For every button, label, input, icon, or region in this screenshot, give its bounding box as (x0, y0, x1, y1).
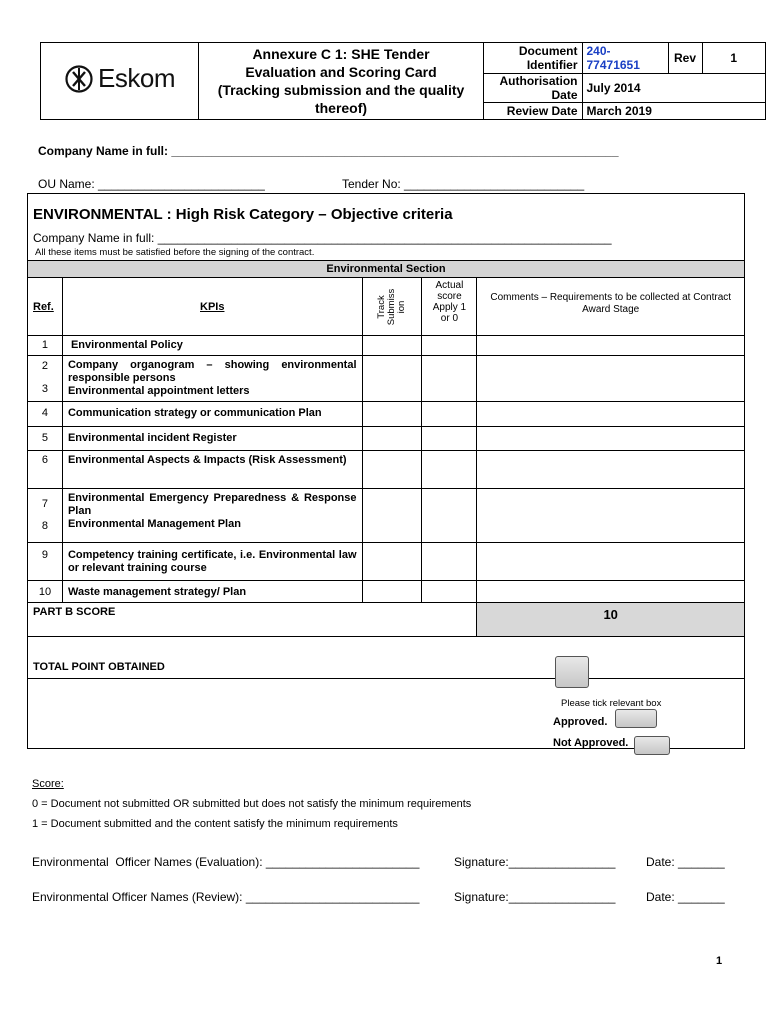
logo-text: Eskom (98, 63, 175, 94)
score-cell[interactable] (422, 581, 477, 603)
col-ref-header: Ref. (28, 278, 63, 336)
approved-checkbox[interactable] (615, 709, 657, 728)
doc-id-value: 240- 77471651 (582, 43, 668, 73)
document-header (40, 42, 766, 120)
score-cell[interactable] (422, 489, 477, 543)
table-row (28, 581, 745, 603)
company-name-line: Company Name in full: ___________________________________________________________________ (38, 144, 619, 158)
document-meta (484, 43, 766, 120)
row-ref: 7 8 (28, 489, 63, 543)
score-cell[interactable] (422, 451, 477, 489)
part-b-score-row (28, 603, 745, 637)
table-row (28, 336, 745, 356)
comment-cell[interactable] (477, 336, 745, 356)
review-signature-line: Signature:________________ (454, 890, 616, 904)
row-ref: 10 (28, 581, 63, 603)
title-line: (Tracking submission and the quality (217, 82, 465, 98)
review-officer-line: Environmental Officer Names (Review): __________________________ (32, 890, 420, 904)
score-cell[interactable] (422, 543, 477, 581)
row-kpi: Environmental Emergency Preparedness & Response Plan Environmental Management Plan (62, 489, 362, 543)
eskom-logo-icon (64, 64, 94, 94)
row-ref: 5 (28, 427, 63, 451)
col-track-header: Track Submiss ion (362, 278, 422, 336)
part-b-value: 10 (477, 603, 745, 637)
review-date-line: Date: _______ (646, 890, 725, 904)
track-cell[interactable] (362, 402, 422, 427)
part-b-label: PART B SCORE (28, 603, 477, 637)
score-one-line: 1 = Document submitted and the content satisfy the minimum requirements (32, 818, 398, 830)
comment-cell[interactable] (477, 543, 745, 581)
env-company-line: Company Name in full: ____________________________________________________________________ (33, 231, 612, 245)
table-row (28, 402, 745, 427)
track-cell[interactable] (362, 489, 422, 543)
row-kpi: Environmental Aspects & Impacts (Risk Assessment) (62, 451, 362, 489)
row-kpi: Environmental incident Register (62, 427, 362, 451)
track-cell[interactable] (362, 581, 422, 603)
comment-cell[interactable] (477, 451, 745, 489)
track-cell[interactable] (362, 451, 422, 489)
comment-cell[interactable] (477, 356, 745, 402)
auth-date-value: July 2014 (582, 73, 765, 102)
total-points-box[interactable] (555, 656, 589, 688)
title-line: Evaluation and Scoring Card (245, 64, 437, 80)
total-points-label: TOTAL POINT OBTAINED (28, 637, 745, 679)
table-row (28, 356, 745, 402)
requirement-note: All these items must be satisfied before the signing of the contract. (35, 247, 315, 258)
document-title (199, 43, 484, 120)
col-kpi-header: KPIs (62, 278, 362, 336)
comment-cell[interactable] (477, 427, 745, 451)
row-ref: 2 3 (28, 356, 63, 402)
eval-officer-line: Environmental Officer Names (Evaluation): _______________________ (32, 855, 420, 869)
review-date-value: March 2019 (582, 102, 765, 119)
row-kpi: Waste management strategy/ Plan (62, 581, 362, 603)
track-cell[interactable] (362, 336, 422, 356)
approved-label: Approved. (553, 716, 608, 728)
total-points-row (28, 637, 745, 679)
environmental-section-header: Environmental Section (28, 261, 745, 278)
row-ref: 9 (28, 543, 63, 581)
score-cell[interactable] (422, 356, 477, 402)
row-kpi: Communication strategy or communication Plan (62, 402, 362, 427)
auth-date-label: Authorisation Date (484, 73, 582, 102)
track-cell[interactable] (362, 543, 422, 581)
ou-name-line: OU Name: _________________________ (38, 177, 265, 191)
comment-cell[interactable] (477, 402, 745, 427)
col-actual-score-header: Actual score Apply 1 or 0 (422, 278, 477, 336)
eskom-logo (64, 63, 175, 94)
row-ref: 1 (28, 336, 63, 356)
comment-cell[interactable] (477, 489, 745, 543)
table-row (28, 543, 745, 581)
row-ref: 6 (28, 451, 63, 489)
row-kpi: Company organogram – showing environmental responsible persons Environmental appointment letters (62, 356, 362, 402)
score-cell[interactable] (422, 427, 477, 451)
track-cell[interactable] (362, 427, 422, 451)
not-approved-checkbox[interactable] (634, 736, 670, 755)
doc-id-label: Document Identifier (484, 43, 582, 73)
rev-value: 1 (702, 43, 765, 73)
logo-cell (41, 43, 199, 120)
score-cell[interactable] (422, 402, 477, 427)
rev-label: Rev (668, 43, 702, 73)
row-kpi: Environmental Policy (62, 336, 362, 356)
tick-instruction: Please tick relevant box (561, 698, 662, 709)
title-line: thereof) (314, 100, 368, 116)
tender-no-line: Tender No: ___________________________ (342, 177, 585, 191)
table-row (28, 489, 745, 543)
row-ref: 4 (28, 402, 63, 427)
col-comments-header: Comments – Requirements to be collected at Contract Award Stage (477, 278, 745, 336)
section-title: ENVIRONMENTAL : High Risk Category – Objective criteria (33, 206, 453, 223)
table-row (28, 451, 745, 489)
review-date-label: Review Date (484, 102, 582, 119)
comment-cell[interactable] (477, 581, 745, 603)
score-zero-line: 0 = Document not submitted OR submitted but does not satisfy the minimum requirements (32, 798, 472, 810)
environmental-criteria-table (27, 193, 745, 749)
score-heading: Score: (32, 778, 64, 790)
track-cell[interactable] (362, 356, 422, 402)
score-cell[interactable] (422, 336, 477, 356)
not-approved-label: Not Approved. (553, 737, 629, 749)
eval-date-line: Date: _______ (646, 855, 725, 869)
eval-signature-line: Signature:________________ (454, 855, 616, 869)
page-number: 1 (716, 955, 723, 967)
title-line: Annexure C 1: SHE Tender (252, 46, 430, 62)
row-kpi: Competency training certificate, i.e. Environmental law or relevant training course (62, 543, 362, 581)
table-row (28, 427, 745, 451)
